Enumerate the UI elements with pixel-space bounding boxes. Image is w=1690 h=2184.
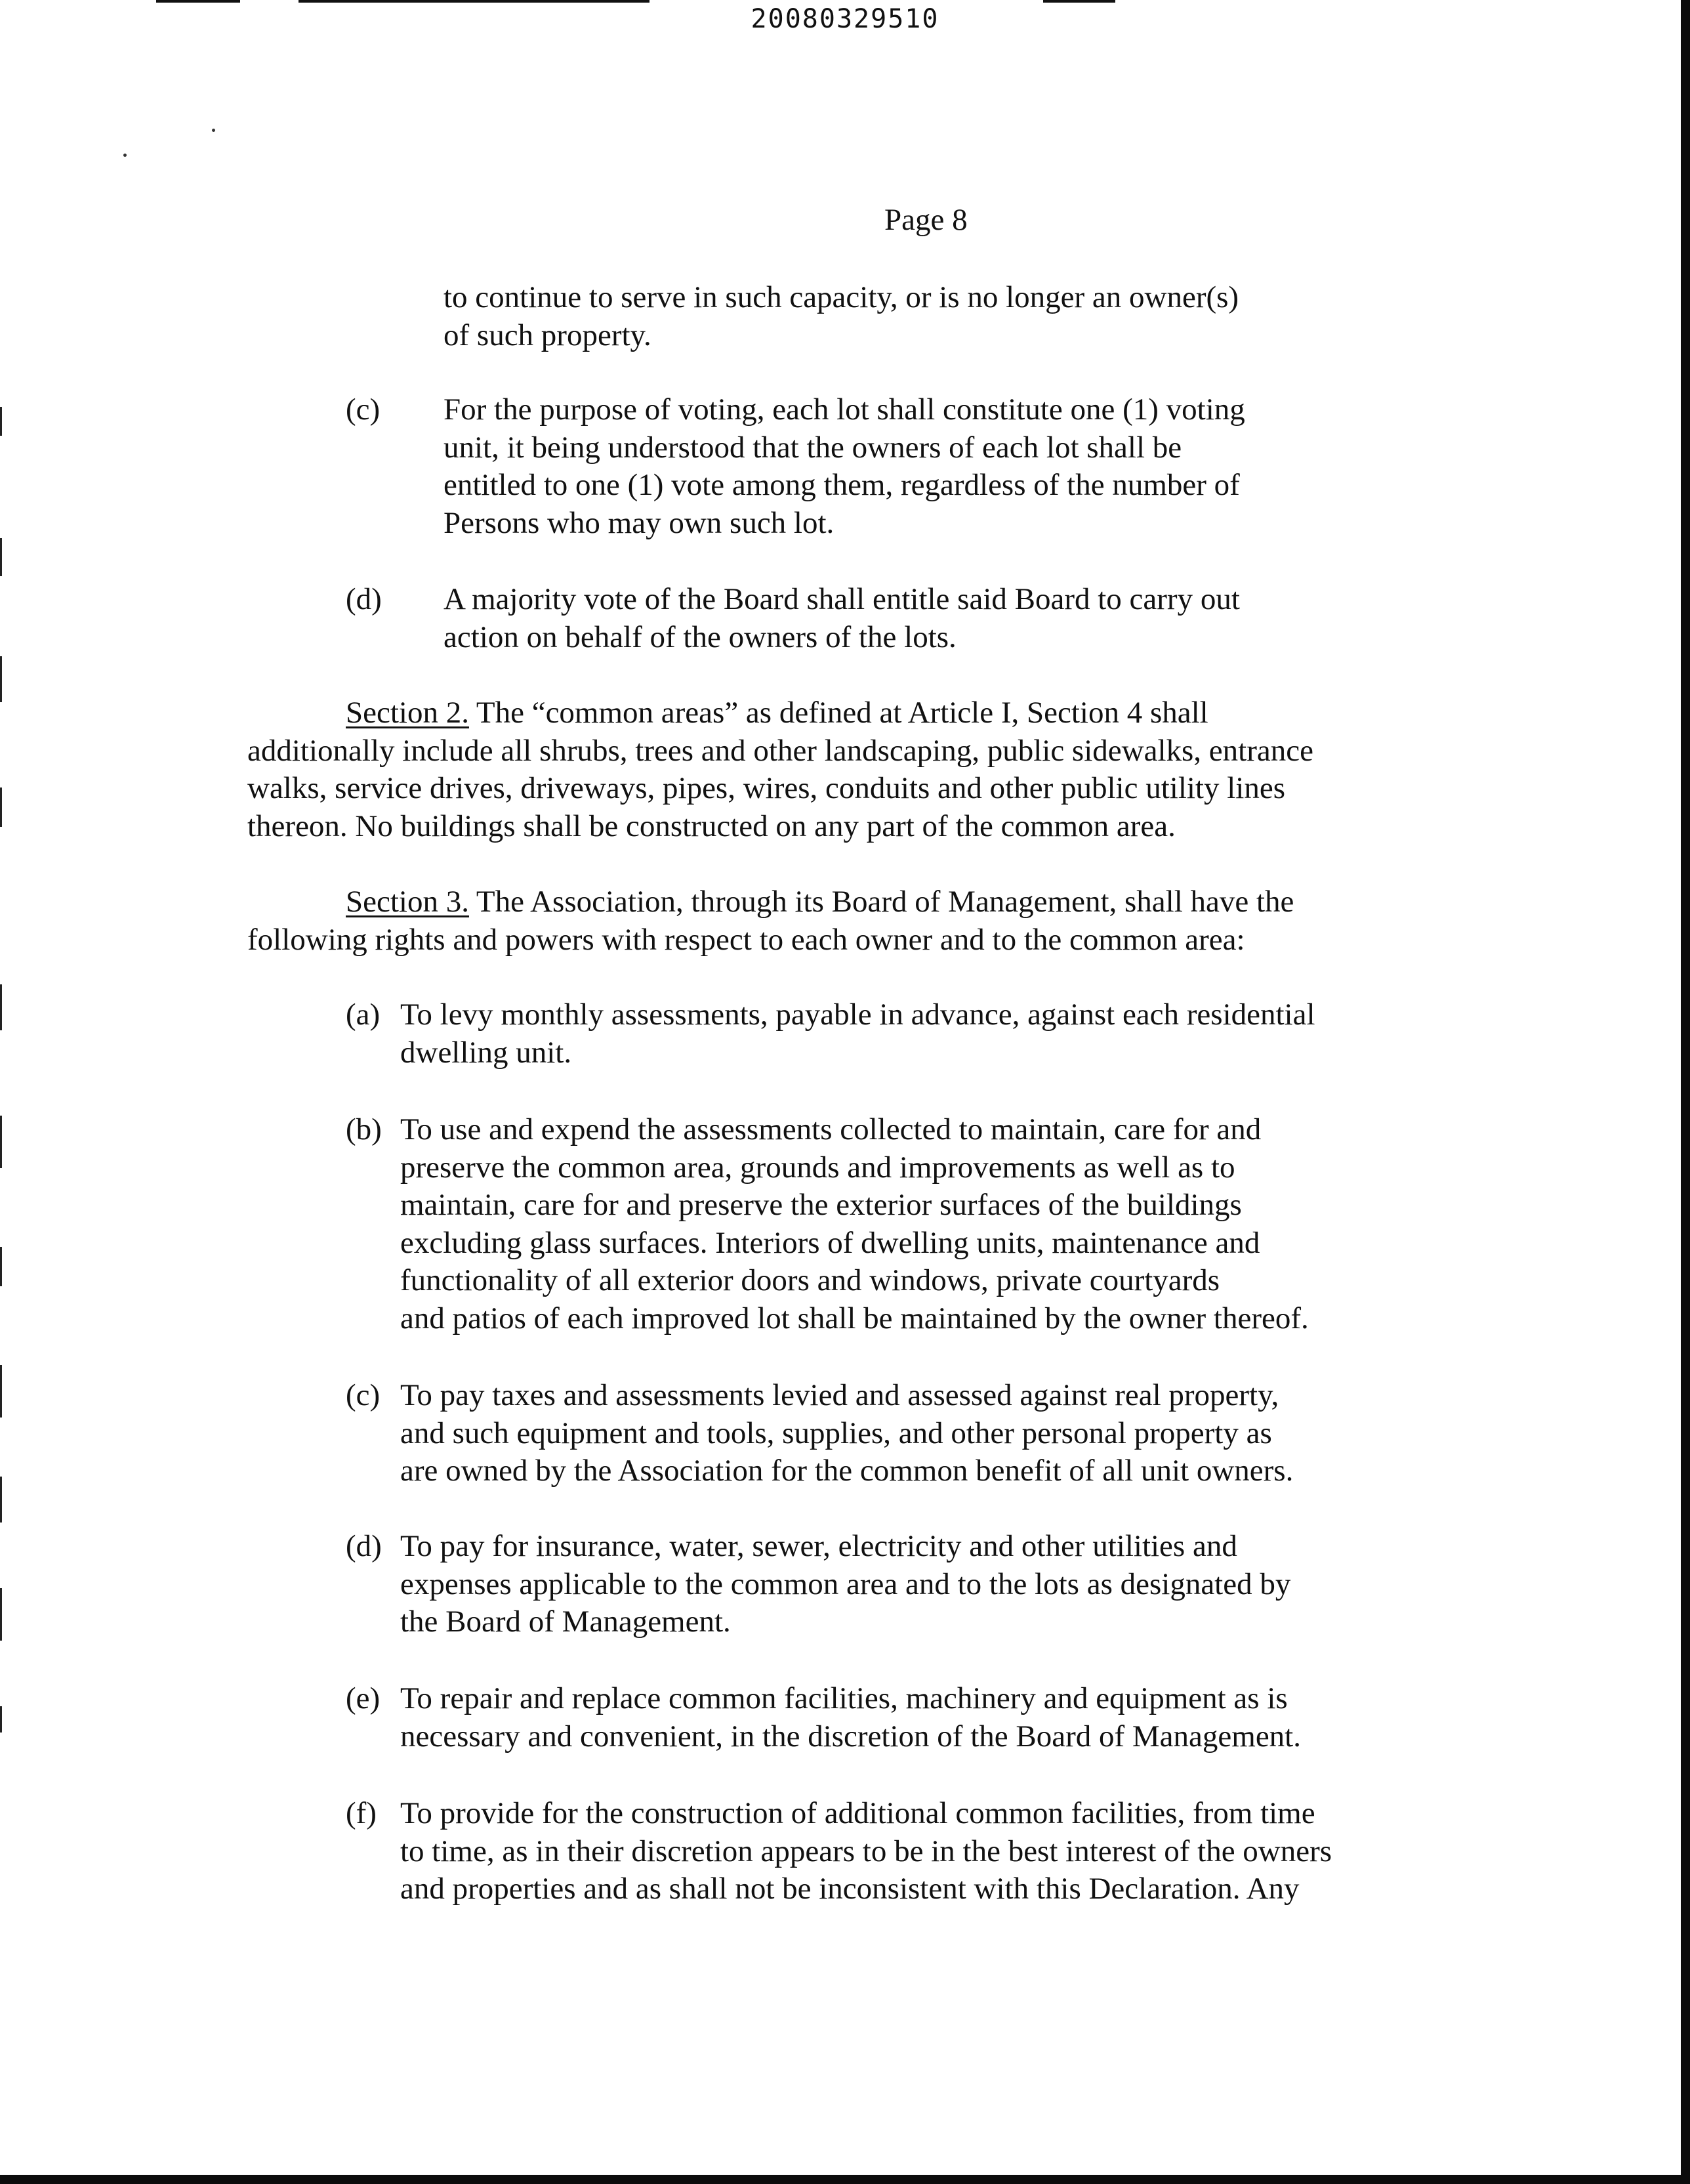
text-line: additionally include all shrubs, trees and other landscaping, public sidewalks, entrance <box>247 733 1313 768</box>
text-line: action on behalf of the owners of the lots. <box>443 620 957 654</box>
text-fragment: The Association, through its Board of Management, shall have the <box>468 885 1294 919</box>
list-marker: (f) <box>346 1796 377 1830</box>
list-marker: (b) <box>346 1112 382 1146</box>
text-line: For the purpose of voting, each lot shall constitute one (1) voting <box>443 392 1245 427</box>
text-line: entitled to one (1) vote among them, regardless of the number of <box>443 468 1240 502</box>
subsection-voting <box>443 391 1245 542</box>
list-marker: (d) <box>346 582 382 616</box>
section-2-paragraph <box>247 694 1313 845</box>
text-line: Persons who may own such lot. <box>443 505 835 540</box>
scan-left-tick <box>0 984 2 1030</box>
scan-left-tick <box>0 1116 2 1168</box>
text-line: To use and expend the assessments collected to maintain, care for and <box>400 1112 1262 1146</box>
scan-speck <box>212 129 215 132</box>
scan-top-rule <box>1043 0 1115 3</box>
list-marker: (a) <box>346 998 381 1032</box>
text-line <box>247 883 1294 921</box>
power-item-a <box>400 996 1315 1072</box>
text-line: to time, as in their discretion appears to be in the best interest of the owners <box>400 1834 1332 1868</box>
text-line: following rights and powers with respect to each owner and to the common area: <box>247 922 1245 957</box>
text-line: unit, it being understood that the owners of each lot shall be <box>443 430 1182 465</box>
text-line: preserve the common area, grounds and improvements as well as to <box>400 1150 1235 1185</box>
text-line: of such property. <box>443 318 651 352</box>
continuation-paragraph <box>443 279 1239 354</box>
scan-right-border <box>1681 0 1690 2184</box>
power-item-b <box>400 1111 1309 1337</box>
text-line: thereon. No buildings shall be constructed on any part of the common area. <box>247 808 1176 843</box>
text-line: and patios of each improved lot shall be maintained by the owner thereof. <box>400 1301 1309 1335</box>
text-line: To levy monthly assessments, payable in advance, against each residential <box>400 998 1315 1032</box>
scan-left-tick <box>0 407 2 436</box>
list-marker: (e) <box>346 1681 381 1715</box>
scan-left-tick <box>0 1477 2 1522</box>
list-marker: (d) <box>346 1529 382 1563</box>
power-item-f <box>400 1795 1332 1908</box>
scan-left-tick <box>0 1706 2 1732</box>
section-3-label: Section 3. <box>346 885 469 919</box>
text-fragment: The “common areas” as defined at Article I, Section 4 shall <box>468 696 1208 730</box>
power-item-c <box>400 1377 1293 1490</box>
power-item-e <box>400 1680 1301 1755</box>
text-line: and such equipment and tools, supplies, and other personal property as <box>400 1416 1272 1450</box>
text-line <box>247 694 1313 732</box>
scan-top-rule <box>299 0 649 3</box>
text-line: excluding glass surfaces. Interiors of dwelling units, maintenance and <box>400 1225 1260 1260</box>
text-line: To repair and replace common facilities, machinery and equipment as is <box>400 1681 1288 1715</box>
list-marker: (c) <box>346 392 381 427</box>
subsection-majority-vote <box>443 581 1240 656</box>
power-item-d <box>400 1528 1290 1641</box>
text-line: to continue to serve in such capacity, or is no longer an owner(s) <box>443 280 1239 314</box>
text-line: functionality of all exterior doors and windows, private courtyards <box>400 1263 1220 1297</box>
text-line: dwelling unit. <box>400 1035 572 1070</box>
list-marker: (c) <box>346 1378 381 1412</box>
scan-left-tick <box>0 538 2 576</box>
text-line: To pay for insurance, water, sewer, electricity and other utilities and <box>400 1529 1237 1563</box>
text-line: A majority vote of the Board shall entitle said Board to carry out <box>443 582 1240 616</box>
page-number: Page 8 <box>884 203 968 237</box>
text-line: are owned by the Association for the common benefit of all unit owners. <box>400 1454 1294 1488</box>
scan-speck <box>123 154 127 157</box>
text-line: necessary and convenient, in the discretion of the Board of Management. <box>400 1719 1301 1754</box>
scan-left-tick <box>0 1588 2 1641</box>
scan-left-tick <box>0 1365 2 1418</box>
text-line: To pay taxes and assessments levied and assessed against real property, <box>400 1378 1279 1412</box>
scan-left-tick <box>0 656 2 702</box>
scan-bottom-border <box>0 2175 1690 2184</box>
text-line: maintain, care for and preserve the exterior surfaces of the buildings <box>400 1188 1242 1222</box>
scan-top-rule <box>156 0 240 3</box>
section-3-paragraph <box>247 883 1294 959</box>
scan-left-tick <box>0 1247 2 1286</box>
text-line: To provide for the construction of additional common facilities, from time <box>400 1796 1315 1830</box>
text-line: walks, service drives, driveways, pipes, wires, conduits and other public utility lines <box>247 771 1286 805</box>
document-id-stamp: 20080329510 <box>751 4 939 34</box>
text-line: the Board of Management. <box>400 1605 731 1639</box>
section-2-label: Section 2. <box>346 696 469 730</box>
text-line: and properties and as shall not be inconsistent with this Declaration. Any <box>400 1872 1300 1906</box>
text-line: expenses applicable to the common area and to the lots as designated by <box>400 1566 1291 1601</box>
scan-left-tick <box>0 788 2 827</box>
